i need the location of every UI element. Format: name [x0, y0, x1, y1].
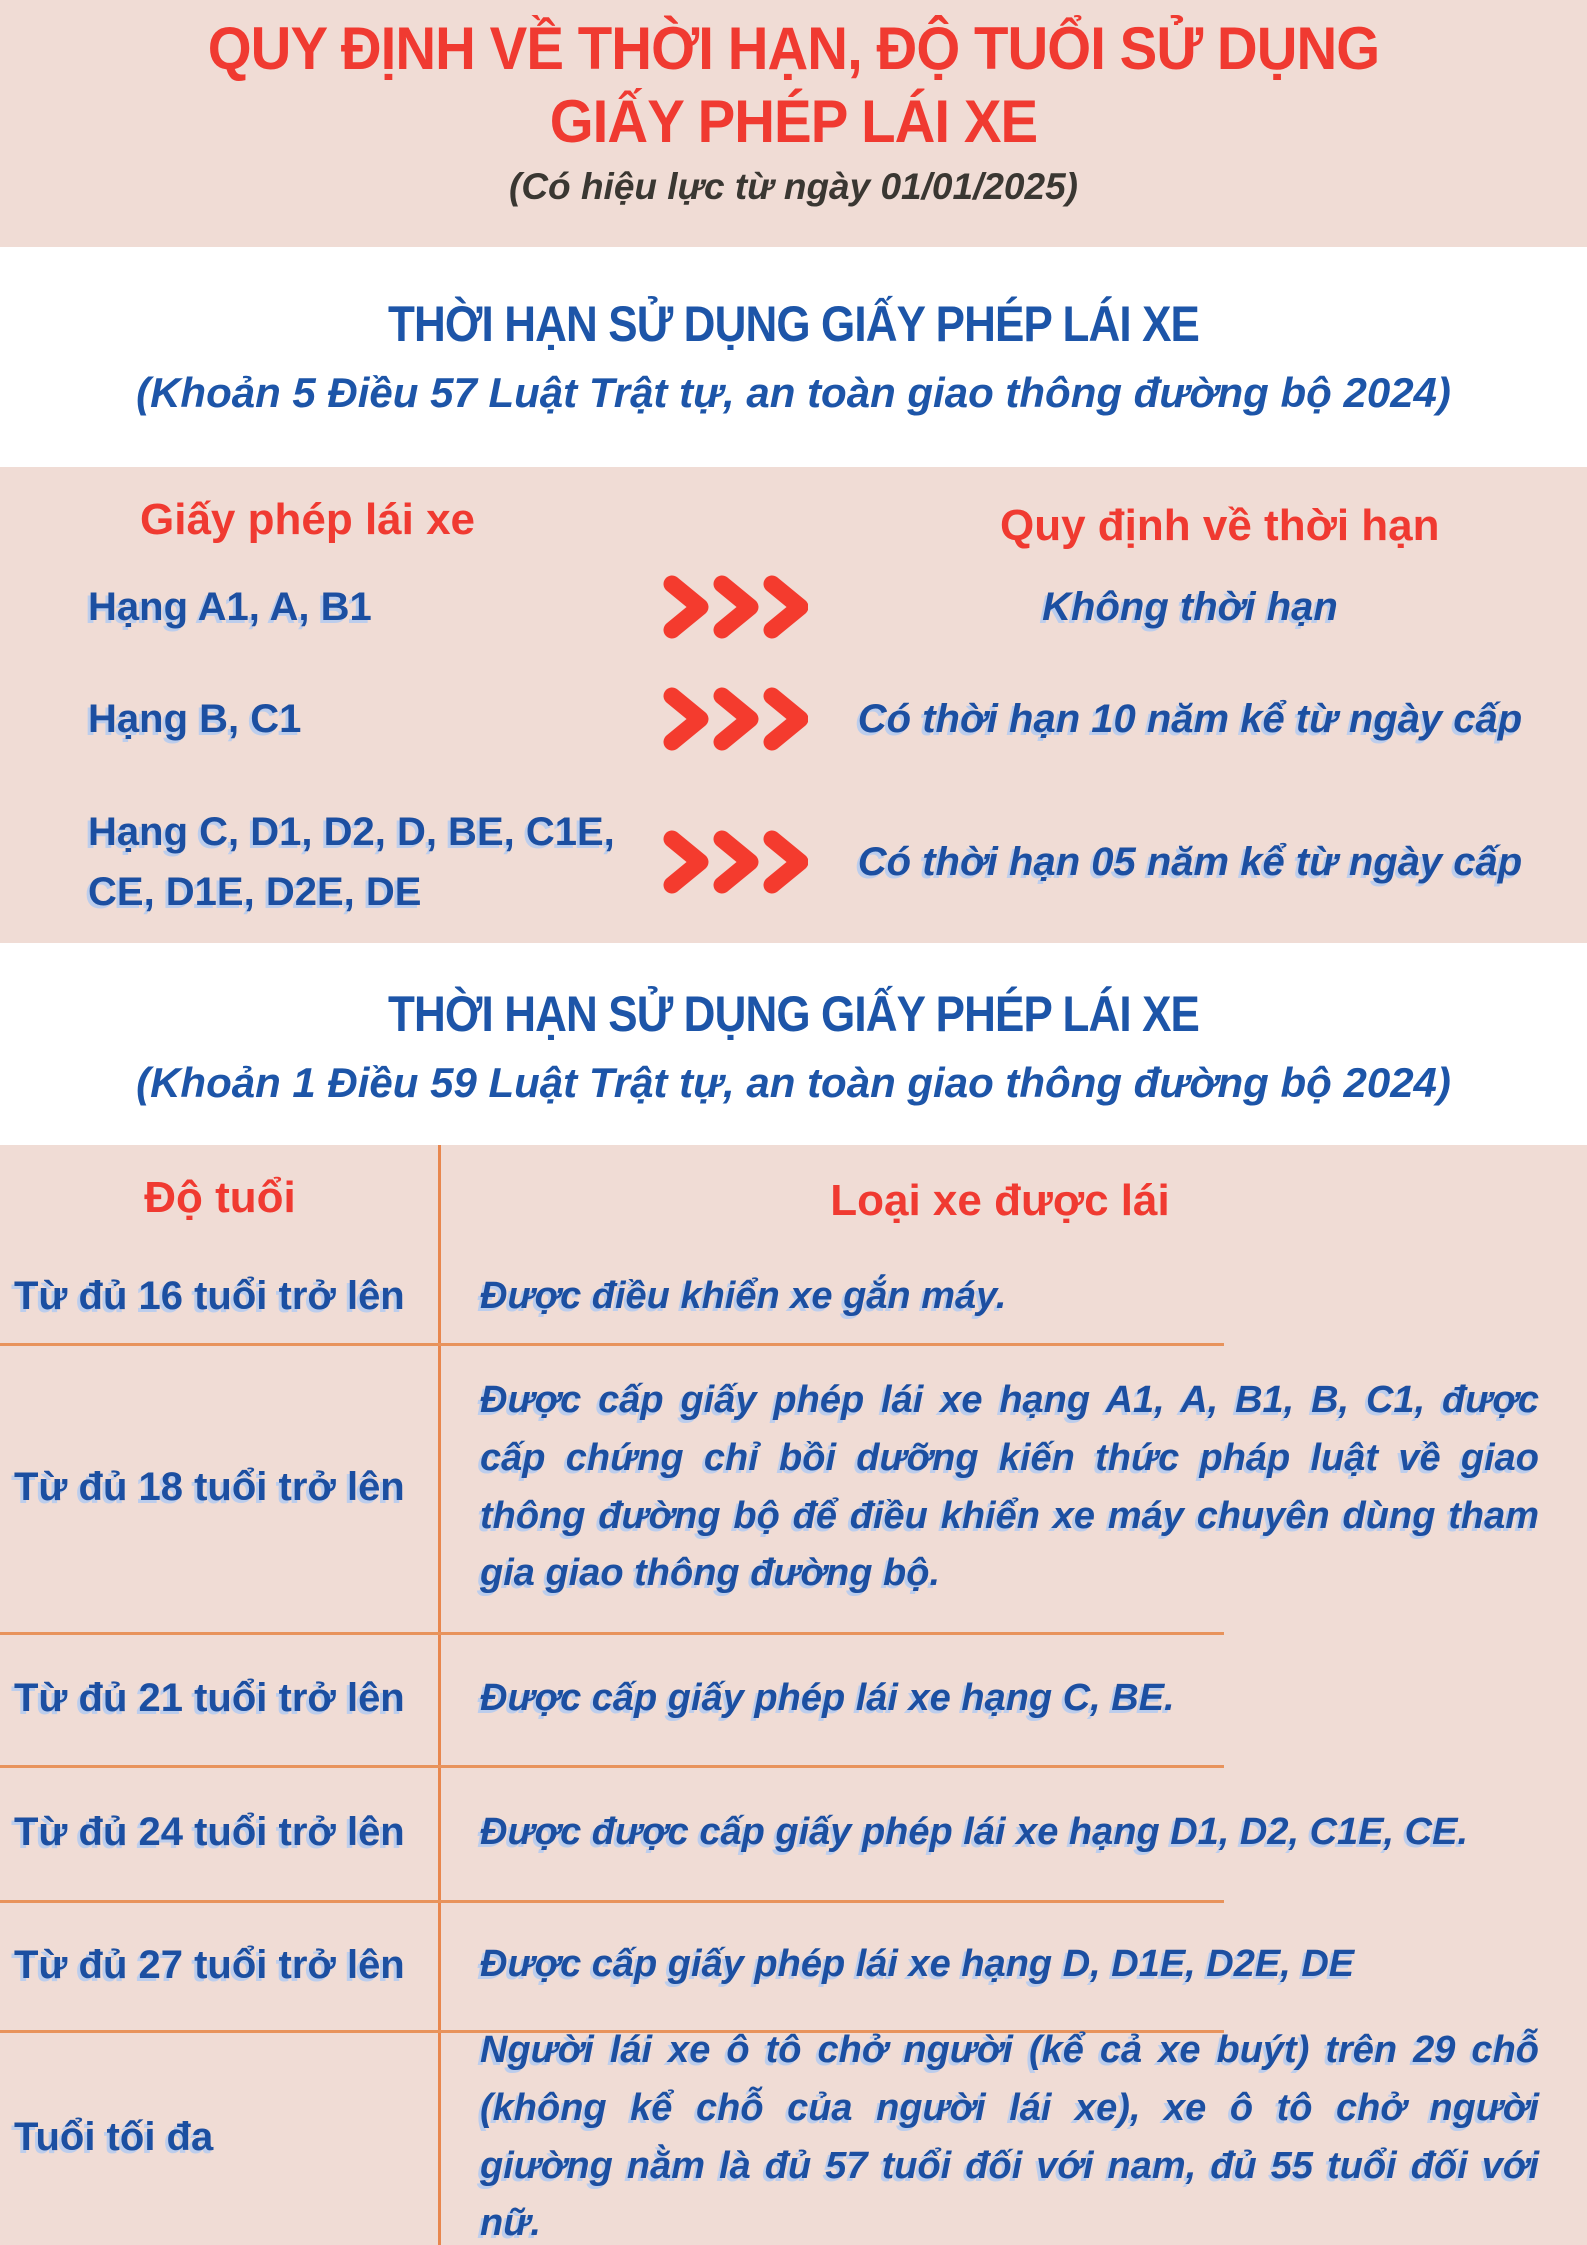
duration-table — [0, 467, 1587, 943]
age-cell: Từ đủ 21 tuổi trở lên — [14, 1676, 405, 1720]
section1-title: THỜI HẠN SỬ DỤNG GIẤY PHÉP LÁI XE — [387, 296, 1200, 352]
effective-date-note: (Có hiệu lực từ ngày 01/01/2025) — [509, 166, 1078, 208]
section2-law-reference: (Khoản 1 Điều 59 Luật Trật tự, an toàn giao thông đường bộ 2024) — [136, 1059, 1451, 1106]
triple-chevron-right-icon — [658, 575, 823, 639]
vehicle-cell — [440, 2030, 1587, 2245]
page-title-line1: QUY ĐỊNH VỀ THỜI HẠN, ĐỘ TUỔI SỬ DỤNG — [207, 15, 1380, 82]
table-row — [0, 1900, 1587, 2030]
vehicle-cell — [440, 1343, 1587, 1632]
table-row — [0, 2030, 1587, 2245]
triple-chevron-right-icon — [658, 687, 823, 751]
table-row — [0, 797, 1587, 927]
triple-chevron-right-icon — [658, 830, 823, 894]
duration-rule-cell: Không thời hạn — [1042, 584, 1338, 629]
vehicle-text: Được cấp giấy phép lái xe hạng C, BE. — [480, 1676, 1175, 1719]
duration-table-col1-header: Giấy phép lái xe — [140, 495, 476, 544]
table-row — [0, 679, 1587, 759]
section2-title: THỜI HẠN SỬ DỤNG GIẤY PHÉP LÁI XE — [387, 986, 1200, 1042]
age-table-col2-header: Loại xe được lái — [830, 1175, 1170, 1225]
section1-heading — [0, 247, 1587, 467]
table-row — [0, 1250, 1587, 1343]
table-row — [0, 567, 1587, 647]
age-cell: Từ đủ 27 tuổi trở lên — [14, 1942, 405, 1987]
page-title-line2: GIẤY PHÉP LÁI XE — [549, 88, 1038, 156]
vehicle-cell — [440, 1632, 1587, 1765]
vehicle-cell — [440, 1900, 1587, 2030]
vehicle-cell — [440, 1765, 1587, 1900]
duration-rule-cell: Có thời hạn 05 năm kể từ ngày cấp — [857, 839, 1523, 884]
vehicle-text: Được cấp giấy phép lái xe hạng D, D1E, D2E, DE — [480, 1943, 1355, 1986]
section1-law-reference: (Khoản 5 Điều 57 Luật Trật tự, an toàn giao thông đường bộ 2024) — [136, 369, 1451, 416]
table-row — [0, 1632, 1587, 1765]
page-title — [48, 12, 1540, 158]
table-row — [0, 1765, 1587, 1900]
age-cell: Tuổi tối đa — [14, 2115, 214, 2159]
age-cell: Từ đủ 18 tuổi trở lên — [14, 1465, 405, 1509]
vehicle-cell — [440, 1250, 1587, 1343]
age-table — [0, 1145, 1587, 2245]
duration-rule-cell: Có thời hạn 10 năm kể từ ngày cấp — [857, 696, 1523, 741]
age-table-col1-header: Độ tuổi — [144, 1172, 296, 1222]
section2-heading — [0, 943, 1587, 1145]
table-row — [0, 1343, 1587, 1632]
vehicle-text: Được được cấp giấy phép lái xe hạng D1, D2, C1E, CE. — [480, 1810, 1468, 1853]
age-table-header-row — [0, 1145, 1587, 1250]
age-cell: Từ đủ 24 tuổi trở lên — [14, 1810, 405, 1854]
license-class-cell: Hạng A1, A, B1 — [88, 585, 372, 629]
license-class-cell: Hạng B, C1 — [88, 697, 302, 741]
duration-table-col2-header: Quy định về thời hạn — [1000, 501, 1440, 550]
vehicle-text: Được cấp giấy phép lái xe hạng A1, A, B1, B, C1, được cấp chứng chỉ bồi dưỡng kiến thức pháp luật về giao thông đường bộ để điều khiển xe máy chuyên dùng tham gia giao thông đường bộ. — [480, 1379, 1539, 1595]
vehicle-text: Người lái xe ô tô chở người (kể cả xe buýt) trên 29 chỗ (không kể chỗ của người lái xe), xe ô tô chở người giường nằm là đủ 57 tuổi đối với nam, đủ 55 tuổi đối với nữ. — [480, 2029, 1539, 2245]
age-cell: Từ đủ 16 tuổi trở lên — [14, 1274, 405, 1318]
header-banner — [0, 0, 1587, 247]
vehicle-text: Được điều khiển xe gắn máy. — [480, 1274, 1007, 1317]
license-class-cell: Hạng C, D1, D2, D, BE, C1E, CE, D1E, D2E, DE — [88, 810, 615, 914]
